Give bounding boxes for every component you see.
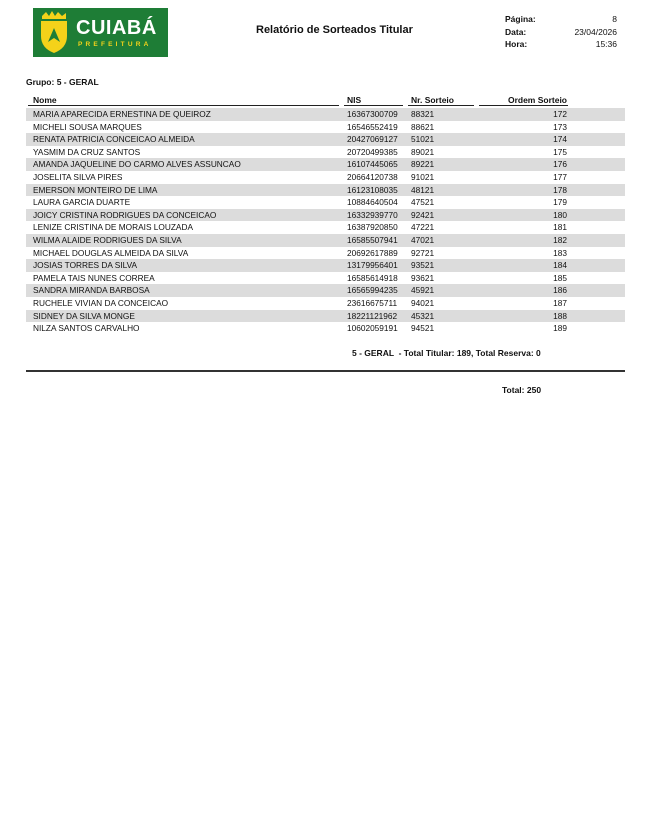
cell-nis: 23616675711 [347, 297, 398, 308]
table-row [26, 234, 625, 247]
grand-total: Total: 250 [502, 385, 542, 395]
cell-ordem-sorteio: 176 [553, 159, 567, 170]
cell-ordem-sorteio: 180 [553, 209, 567, 220]
cell-nr-sorteio: 92721 [411, 247, 435, 258]
cell-ordem-sorteio: 172 [553, 109, 567, 119]
cell-ordem-sorteio: 182 [553, 234, 567, 245]
cell-nis: 10602059191 [347, 323, 398, 334]
cell-ordem-sorteio: 177 [553, 171, 567, 182]
cell-ordem-sorteio: 185 [553, 272, 567, 283]
cell-nr-sorteio: 89221 [411, 159, 435, 170]
table-row [26, 297, 625, 310]
cell-nis: 16585507941 [347, 234, 398, 245]
cell-nr-sorteio: 88621 [411, 121, 435, 132]
cell-nis: 16565994235 [347, 285, 398, 296]
table-body [26, 108, 625, 335]
cell-nome: NILZA SANTOS CARVALHO [33, 323, 140, 334]
cell-nis: 16367300709 [347, 109, 398, 119]
group-heading: Grupo: 5 - GERAL [26, 77, 99, 87]
cell-nome: MICHAEL DOUGLAS ALMEIDA DA SILVA [33, 247, 189, 258]
cell-ordem-sorteio: 178 [553, 184, 567, 195]
table-row [26, 221, 625, 234]
logo-subtitle-text: PREFEITURA [78, 41, 152, 48]
report-title: Relatório de Sorteados Titular [256, 24, 413, 36]
column-header-nr-sorteio: Nr. Sorteio [408, 95, 474, 106]
cell-nome: RENATA PATRICIA CONCEICAO ALMEIDA [33, 134, 195, 145]
info-time-value: 15:36 [595, 39, 617, 49]
info-page-value: 8 [612, 14, 617, 24]
table-row [26, 310, 625, 323]
cell-nis: 16546552419 [347, 121, 398, 132]
info-page-label: Página: [505, 14, 536, 24]
cell-nome: JOICY CRISTINA RODRIGUES DA CONCEICAO [33, 209, 217, 220]
table-row [26, 259, 625, 272]
cell-nis: 20427069127 [347, 134, 398, 145]
cell-ordem-sorteio: 188 [553, 310, 567, 321]
coat-of-arms-shield-icon [33, 8, 76, 57]
cell-nis: 16107445065 [347, 159, 398, 170]
logo-brand-text: CUIABÁ [76, 17, 157, 39]
table-row [26, 108, 625, 121]
cell-nr-sorteio: 88321 [411, 109, 435, 119]
cell-nome: EMERSON MONTEIRO DE LIMA [33, 184, 158, 195]
cell-ordem-sorteio: 179 [553, 197, 567, 208]
cell-nr-sorteio: 47521 [411, 197, 435, 208]
info-time [505, 38, 617, 51]
cell-nr-sorteio: 45921 [411, 285, 435, 296]
cell-nome: WILMA ALAIDE RODRIGUES DA SILVA [33, 234, 182, 245]
cell-nis: 16387920850 [347, 222, 398, 233]
cell-ordem-sorteio: 175 [553, 146, 567, 157]
cell-nome: YASMIM DA CRUZ SANTOS [33, 146, 141, 157]
info-page [505, 13, 617, 26]
cell-nr-sorteio: 93521 [411, 260, 435, 271]
table-row [26, 171, 625, 184]
cell-nr-sorteio: 51021 [411, 134, 435, 145]
table-row [26, 133, 625, 146]
report-info-block [505, 13, 617, 51]
cell-nr-sorteio: 45321 [411, 310, 435, 321]
column-header-ordem-sorteio: Ordem Sorteio [479, 95, 568, 106]
prefeitura-cuiaba-logo [33, 8, 168, 57]
cell-nome: LAURA GARCIA DUARTE [33, 197, 131, 208]
table-row [26, 272, 625, 285]
cell-nome: PAMELA TAIS NUNES CORREA [33, 272, 155, 283]
cell-nome: SANDRA MIRANDA BARBOSA [33, 285, 150, 296]
cell-nome: AMANDA JAQUELINE DO CARMO ALVES ASSUNCAO [33, 159, 241, 170]
cell-nome: SIDNEY DA SILVA MONGE [33, 310, 135, 321]
cell-nis: 20664120738 [347, 171, 398, 182]
table-row [26, 284, 625, 297]
cell-nis: 18221121962 [347, 310, 398, 321]
table-header [0, 95, 654, 108]
footer-divider [26, 370, 625, 372]
cell-nr-sorteio: 94021 [411, 297, 435, 308]
cell-nr-sorteio: 93621 [411, 272, 435, 283]
cell-nome: RUCHELE VIVIAN DA CONCEICAO [33, 297, 169, 308]
table-row [26, 158, 625, 171]
cell-nome: JOSELITA SILVA PIRES [33, 171, 123, 182]
cell-ordem-sorteio: 186 [553, 285, 567, 296]
cell-nr-sorteio: 92421 [411, 209, 435, 220]
cell-nr-sorteio: 89021 [411, 146, 435, 157]
cell-ordem-sorteio: 181 [553, 222, 567, 233]
group-summary: 5 - GERAL - Total Titular: 189, Total Reserva: 0 [352, 348, 541, 358]
cell-nis: 20692617889 [347, 247, 398, 258]
column-header-nome: Nome [28, 95, 339, 106]
cell-nr-sorteio: 48121 [411, 184, 435, 195]
table-row [26, 146, 625, 159]
cell-ordem-sorteio: 173 [553, 121, 567, 132]
cell-nr-sorteio: 47021 [411, 234, 435, 245]
info-date [505, 26, 617, 39]
info-date-value: 23/04/2026 [574, 26, 617, 37]
table-row [26, 196, 625, 209]
cell-ordem-sorteio: 187 [553, 297, 567, 308]
cell-nome: MARIA APARECIDA ERNESTINA DE QUEIROZ [33, 109, 211, 119]
cell-nr-sorteio: 47221 [411, 222, 435, 233]
info-time-label: Hora: [505, 39, 528, 49]
column-header-nis: NIS [344, 95, 403, 106]
cell-nis: 20720499385 [347, 146, 398, 157]
table-row [26, 121, 625, 134]
table-row [26, 322, 625, 335]
table-row [26, 209, 625, 222]
cell-nr-sorteio: 94521 [411, 323, 435, 334]
cell-nr-sorteio: 91021 [411, 171, 435, 182]
cell-nome: MICHELI SOUSA MARQUES [33, 121, 142, 132]
cell-nome: JOSIAS TORRES DA SILVA [33, 260, 138, 271]
table-row [26, 247, 625, 260]
table-row [26, 184, 625, 197]
cell-nis: 16585614918 [347, 272, 398, 283]
cell-ordem-sorteio: 189 [553, 323, 567, 334]
cell-ordem-sorteio: 174 [553, 134, 567, 145]
cell-nis: 16123108035 [347, 184, 398, 195]
cell-ordem-sorteio: 184 [553, 260, 567, 271]
cell-ordem-sorteio: 183 [553, 247, 567, 258]
info-date-label: Data: [505, 26, 527, 37]
cell-nis: 10884640504 [347, 197, 398, 208]
cell-nome: LENIZE CRISTINA DE MORAIS LOUZADA [33, 222, 193, 233]
cell-nis: 16332939770 [347, 209, 398, 220]
cell-nis: 13179956401 [347, 260, 398, 271]
